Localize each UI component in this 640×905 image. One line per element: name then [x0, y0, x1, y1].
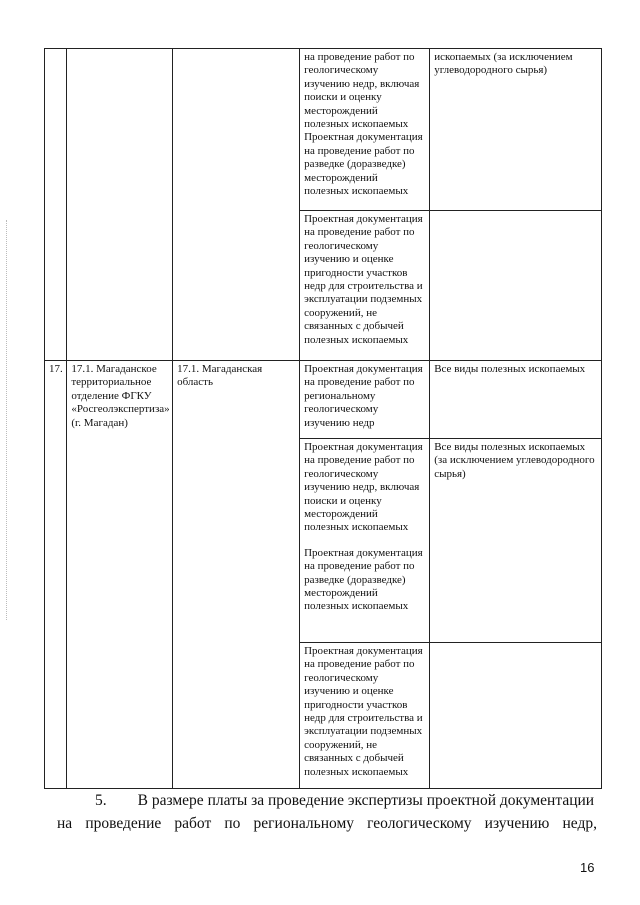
- cell-minerals: Все виды полезных ископаемых: [430, 361, 602, 439]
- table-row: [45, 361, 602, 439]
- spacer: [304, 535, 425, 547]
- page-number: 16: [580, 860, 595, 875]
- cell-documentation: Проектная документация на проведение работ по региональному геологическому изучению недр: [300, 361, 430, 439]
- paragraph-5-line1: 5. В размере платы за проведение экспертизы проектной документации: [95, 792, 595, 809]
- cell-organization: 17.1. Магаданское территориальное отделение ФГКУ «Росгеолэкспертиза» (г. Магадан): [67, 361, 173, 789]
- cell-minerals: Все виды полезных ископаемых (за исключением углеводородного сырья): [430, 439, 602, 643]
- cell-minerals-empty: [430, 643, 602, 789]
- cell-number: 17.: [45, 361, 67, 789]
- cell-documentation: на проведение работ по геологическому изучению недр, включая поиски и оценку месторождений полезных ископаемых Проектная документация на проведение работ по разведке (доразведке) месторождений полезных ископаемых: [300, 49, 430, 211]
- cell-documentation: Проектная документация на проведение работ по геологическому изучению и оценке пригодности участков недр для строительства и эксплуатации подземных сооружений, не связанных с добычей полезных ископаемых: [300, 211, 430, 361]
- cell-documentation: Проектная документация на проведение работ по геологическому изучению и оценке пригодности участков недр для строительства и эксплуатации подземных сооружений, не связанных с добычей полезных ископаемых: [300, 643, 430, 789]
- doc-text-search: Проектная документация на проведение работ по геологическому изучению недр, включая поиски и оценку месторождений полезных ископаемых: [304, 441, 423, 534]
- cell-minerals-empty: [430, 211, 602, 361]
- cell-region: 17.1. Магаданская область: [173, 361, 300, 789]
- cell-empty: [173, 49, 300, 361]
- paragraph-5-line2: на проведение работ по региональному геологическому изучению недр,: [57, 815, 597, 832]
- cell-documentation: [300, 439, 430, 643]
- expertise-table: [44, 48, 602, 789]
- table-row: [45, 49, 602, 211]
- cell-empty: [45, 49, 67, 361]
- cell-minerals: ископаемых (за исключением углеводородного сырья): [430, 49, 602, 211]
- doc-text-exploration: Проектная документация на проведение работ по разведке (доразведке) месторождений полезных ископаемых: [304, 546, 423, 613]
- cell-empty: [67, 49, 173, 361]
- scan-margin-dots: [6, 220, 8, 620]
